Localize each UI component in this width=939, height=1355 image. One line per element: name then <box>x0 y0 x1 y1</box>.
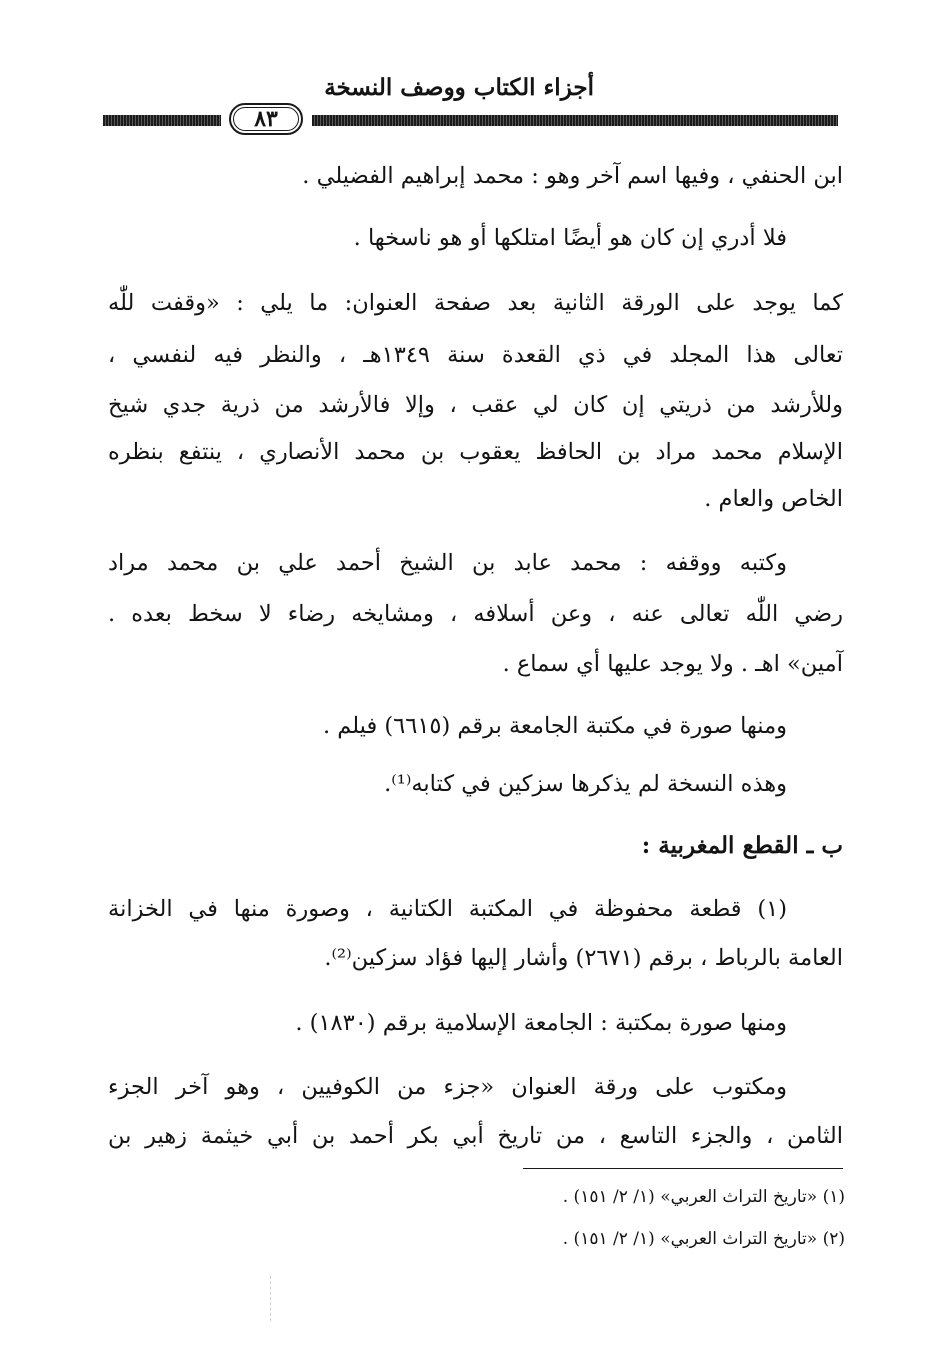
body-line-10: آمين» اهـ . ولا يوجد عليها أي سماع . <box>502 651 843 677</box>
body-line-6: الإسلام محمد مراد بن الحافظ يعقوب بن محمد الأنصاري ، ينتفع بنظره <box>108 439 843 465</box>
body-line-1: ابن الحنفي ، وفيها اسم آخر وهو : محمد إبراهيم الفضيلي . <box>302 163 843 189</box>
body-line-3: كما يوجد على الورقة الثانية بعد صفحة العنوان: ما يلي : «وقفت للّٰه <box>108 290 843 316</box>
body-line-14: (١) قطعة محفوظة في المكتبة الكتانية ، وصورة منها في الخزانة <box>108 896 787 922</box>
section-heading: ب ـ القطع المغربية : <box>641 832 843 859</box>
body-line-17: ومكتوب على ورقة العنوان «جزء من الكوفيين ، وهو آخر الجزء <box>108 1074 787 1100</box>
body-line-12: وهذه النسخة لم يذكرها سزكين في كتابه⁽¹⁾. <box>384 771 787 797</box>
footnote-1: (١) «تاريخ التراث العربي» (١/ ٢/ ١٥١) . <box>562 1187 845 1207</box>
body-line-8: وكتبه ووقفه : محمد عابد بن الشيخ أحمد علي بن محمد مراد <box>108 550 787 576</box>
body-line-9: رضي اللّٰه تعالى عنه ، وعن أسلافه ، ومشايخه رضاء لا سخط بعده . <box>108 601 843 627</box>
body-line-4: تعالى هذا المجلد في ذي القعدة سنة ١٣٤٩هـ ، والنظر فيه لنفسي ، <box>108 342 843 368</box>
body-line-5: وللأرشد من ذريتي إن كان لي عقب ، وإلا فالأرشد من ذرية جدي شيخ <box>108 392 843 418</box>
scan-fold-mark <box>270 1276 272 1321</box>
body-line-7: الخاص والعام . <box>704 486 843 512</box>
footnote-separator <box>523 1168 843 1169</box>
header-rule-left <box>103 115 221 126</box>
body-line-18: الثامن ، والجزء التاسع ، من تاريخ أبي بكر أحمد بن أبي خيثمة زهير بن <box>108 1123 843 1149</box>
footnote-2: (٢) «تاريخ التراث العربي» (١/ ٢/ ١٥١) . <box>562 1229 845 1249</box>
running-head-title: أجزاء الكتاب ووصف النسخة <box>324 74 594 101</box>
page-number-badge: ٨٣ <box>229 103 303 135</box>
body-line-15: العامة بالرباط ، برقم (٢٦٧١) وأشار إليها فؤاد سزكين⁽²⁾. <box>324 945 843 971</box>
header-rule-right <box>312 115 838 126</box>
body-line-16: ومنها صورة بمكتبة : الجامعة الإسلامية برقم (١٨٣٠) . <box>295 1010 787 1036</box>
body-line-11: ومنها صورة في مكتبة الجامعة برقم (٦٦١٥) فيلم . <box>322 713 787 739</box>
body-line-2: فلا أدري إن كان هو أيضًا امتلكها أو هو ناسخها . <box>353 225 787 251</box>
